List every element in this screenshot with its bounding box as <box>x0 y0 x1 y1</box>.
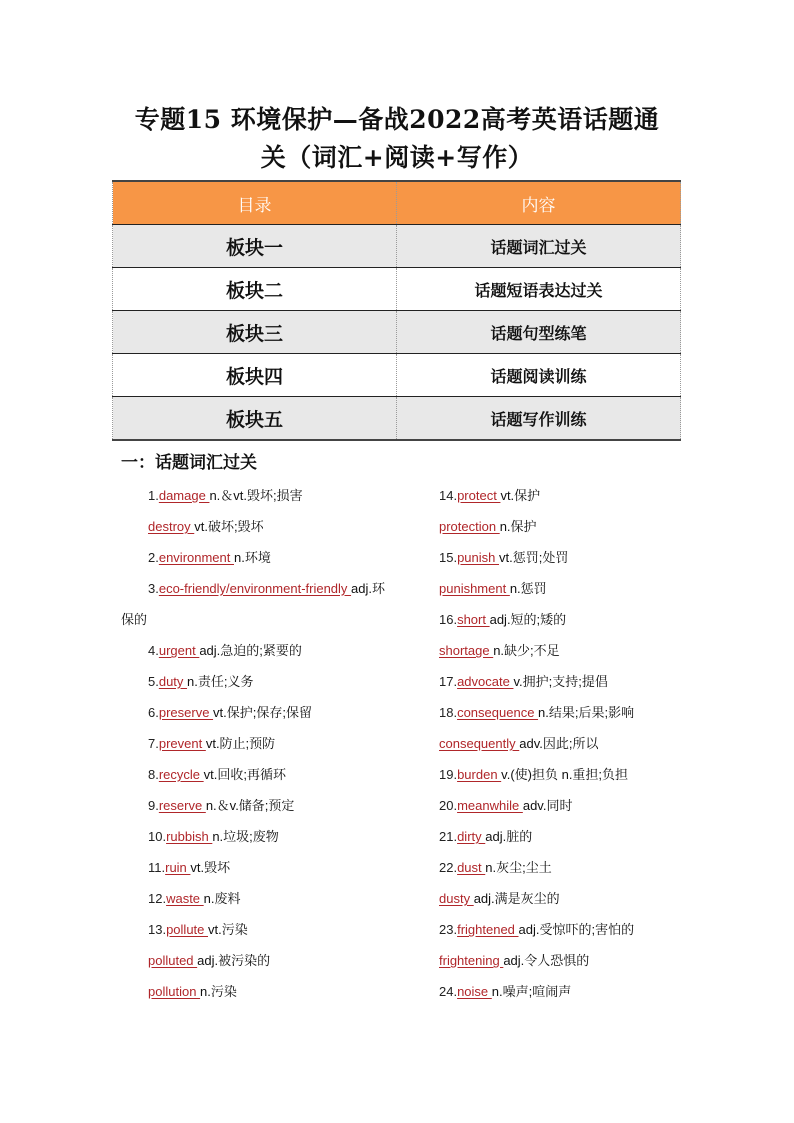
entry-number: 1. <box>148 488 159 503</box>
document-title <box>100 101 694 177</box>
entry-word: noise <box>457 984 492 999</box>
vocab-entry <box>439 858 552 878</box>
vocab-entry <box>148 920 248 940</box>
vocab-entry <box>439 517 537 537</box>
vocab-entry <box>121 610 147 630</box>
table-row <box>113 311 681 354</box>
entry-number: 6. <box>148 705 159 720</box>
vocab-entry <box>439 796 572 816</box>
entry-definition: vt.污染 <box>208 922 248 937</box>
header-catalog: 目录 <box>113 181 397 225</box>
entry-definition: adj.满是灰尘的 <box>473 891 560 906</box>
entry-word: frightening <box>439 953 504 968</box>
entry-definition: adj.受惊吓的;害怕的 <box>518 922 635 937</box>
vocab-entry <box>148 672 254 692</box>
entry-definition: vt.破坏;毁坏 <box>194 519 264 534</box>
vocab-entry <box>148 579 385 599</box>
entry-definition: vt.回收;再循环 <box>203 767 286 782</box>
contents-table-header <box>113 181 681 225</box>
table-row <box>113 354 681 397</box>
section-name: 板块三 <box>113 311 397 354</box>
section-name: 板块五 <box>113 397 397 441</box>
entry-definition: adj.令人恐惧的 <box>503 953 590 968</box>
entry-word: preserve <box>158 705 214 720</box>
entry-word: short <box>457 612 490 627</box>
vocab-entry <box>148 486 303 506</box>
entry-definition: adv.同时 <box>522 798 573 813</box>
entry-number: 15. <box>439 550 458 565</box>
entry-word: duty <box>158 674 188 689</box>
section-content: 话题阅读训练 <box>397 354 681 397</box>
entry-definition: adj.短的;矮的 <box>489 612 567 627</box>
vocab-entry <box>439 827 532 847</box>
vocab-entry <box>148 796 294 816</box>
table-row <box>113 225 681 268</box>
entry-word: rubbish <box>166 829 213 844</box>
entry-word: dusty <box>439 891 474 906</box>
entry-definition: n.责任;义务 <box>187 674 254 689</box>
vocab-entry <box>148 548 271 568</box>
vocab-entry <box>148 827 279 847</box>
entry-definition: n.＆v.储备;预定 <box>205 798 295 813</box>
vocab-entry <box>439 486 540 506</box>
entry-definition: adv.因此;所以 <box>519 736 599 751</box>
entry-definition: vt.保护;保存;保留 <box>213 705 312 720</box>
entry-word: punish <box>457 550 499 565</box>
entry-word: shortage <box>439 643 494 658</box>
entry-number: 21. <box>439 829 458 844</box>
entry-definition: adj.脏的 <box>485 829 533 844</box>
entry-number: 19. <box>439 767 458 782</box>
vocab-entry <box>439 765 628 785</box>
entry-word: pollute <box>166 922 208 937</box>
section-name: 板块四 <box>113 354 397 397</box>
entry-definition: vt.惩罚;处罚 <box>499 550 569 565</box>
entry-number: 4. <box>148 643 159 658</box>
entry-word: ruin <box>165 860 191 875</box>
entry-number: 10. <box>148 829 167 844</box>
vocab-entry <box>439 672 608 692</box>
entry-word: reserve <box>158 798 206 813</box>
entry-number: 5. <box>148 674 159 689</box>
vocab-entry <box>439 889 560 909</box>
entry-number: 20. <box>439 798 458 813</box>
vocab-entry <box>439 920 634 940</box>
entry-definition: n.废料 <box>203 891 241 906</box>
section-name: 板块二 <box>113 268 397 311</box>
vocab-entry <box>148 951 270 971</box>
entry-number: 13. <box>148 922 167 937</box>
section-content: 话题句型练笔 <box>397 311 681 354</box>
vocab-entry <box>148 734 275 754</box>
entry-word: pollution <box>148 984 201 999</box>
entry-definition: v.(使)担负 n.重担;负担 <box>501 767 629 782</box>
entry-word: meanwhile <box>457 798 523 813</box>
entry-word: urgent <box>158 643 200 658</box>
entry-definition: n.噪声;喧闹声 <box>491 984 572 999</box>
entry-word: waste <box>166 891 204 906</box>
entry-number: 14. <box>439 488 458 503</box>
entry-definition: n.缺少;不足 <box>493 643 560 658</box>
entry-definition: n.保护 <box>499 519 537 534</box>
vocab-entry <box>439 610 566 630</box>
entry-number: 17. <box>439 674 458 689</box>
entry-word: environment <box>158 550 234 565</box>
vocab-entry <box>439 734 598 754</box>
entry-number: 22. <box>439 860 458 875</box>
entry-number: 24. <box>439 984 458 999</box>
entry-word: consequence <box>457 705 539 720</box>
section-name: 板块一 <box>113 225 397 268</box>
entry-number: 23. <box>439 922 458 937</box>
entry-definition: n.污染 <box>200 984 237 999</box>
entry-number: 9. <box>148 798 159 813</box>
table-row <box>113 268 681 311</box>
entry-word: advocate <box>457 674 514 689</box>
section-content: 话题词汇过关 <box>397 225 681 268</box>
entry-word: frightened <box>457 922 519 937</box>
entry-definition: n.垃圾;废物 <box>212 829 279 844</box>
section-heading: 一：话题词汇过关 <box>121 453 257 473</box>
entry-definition: n.结果;后果;影响 <box>538 705 635 720</box>
vocab-entry <box>439 982 571 1002</box>
vocab-entry <box>148 858 230 878</box>
entry-definition: 保的 <box>121 612 148 627</box>
vocab-entry <box>148 641 302 661</box>
entry-definition: adj.环 <box>351 581 386 596</box>
entry-definition: adj.被污染的 <box>197 953 271 968</box>
title-line-2: 关（词汇+阅读+写作） <box>260 143 534 172</box>
vocab-entry <box>148 982 237 1002</box>
header-content: 内容 <box>397 181 681 225</box>
entry-number: 16. <box>439 612 458 627</box>
entry-number: 8. <box>148 767 159 782</box>
section-content: 话题写作训练 <box>397 397 681 441</box>
vocab-entry <box>439 703 634 723</box>
entry-word: destroy <box>148 519 195 534</box>
entry-word: dirty <box>457 829 486 844</box>
entry-definition: v.拥护;支持;提倡 <box>513 674 608 689</box>
vocab-entry <box>148 889 241 909</box>
entry-definition: adj.急迫的;紧要的 <box>199 643 302 658</box>
entry-word: protection <box>439 519 500 534</box>
vocab-entry <box>439 548 568 568</box>
entry-word: damage <box>158 488 210 503</box>
entry-definition: n.＆vt.毁坏;损害 <box>209 488 303 503</box>
entry-number: 2. <box>148 550 159 565</box>
entry-definition: n.灰尘;尘土 <box>485 860 552 875</box>
entry-definition: n.惩罚 <box>509 581 547 596</box>
entry-number: 7. <box>148 736 159 751</box>
vocab-entry <box>148 765 286 785</box>
vocab-entry <box>439 579 547 599</box>
vocab-entry <box>439 641 560 661</box>
entry-definition: vt.保护 <box>500 488 541 503</box>
entry-word: burden <box>457 767 502 782</box>
entry-word: protect <box>457 488 501 503</box>
entry-word: consequently <box>439 736 520 751</box>
entry-word: recycle <box>158 767 204 782</box>
vocab-entry <box>148 517 264 537</box>
entry-word: polluted <box>148 953 198 968</box>
entry-word: eco-friendly/environment-friendly <box>158 581 352 596</box>
entry-definition: n.环境 <box>234 550 271 565</box>
entry-definition: vt.毁坏 <box>190 860 231 875</box>
section-content: 话题短语表达过关 <box>397 268 681 311</box>
vocab-entry <box>148 703 312 723</box>
entry-definition: vt.防止;预防 <box>205 736 276 751</box>
table-row <box>113 397 681 441</box>
title-line-1: 专题15 环境保护—备战2022高考英语话题通 <box>134 105 660 134</box>
entry-number: 18. <box>439 705 458 720</box>
entry-word: punishment <box>439 581 510 596</box>
entry-number: 3. <box>148 581 159 596</box>
entry-word: prevent <box>158 736 206 751</box>
contents-table <box>112 180 681 441</box>
vocab-entry <box>439 951 589 971</box>
entry-number: 11. <box>148 860 166 875</box>
entry-number: 12. <box>148 891 167 906</box>
entry-word: dust <box>457 860 486 875</box>
